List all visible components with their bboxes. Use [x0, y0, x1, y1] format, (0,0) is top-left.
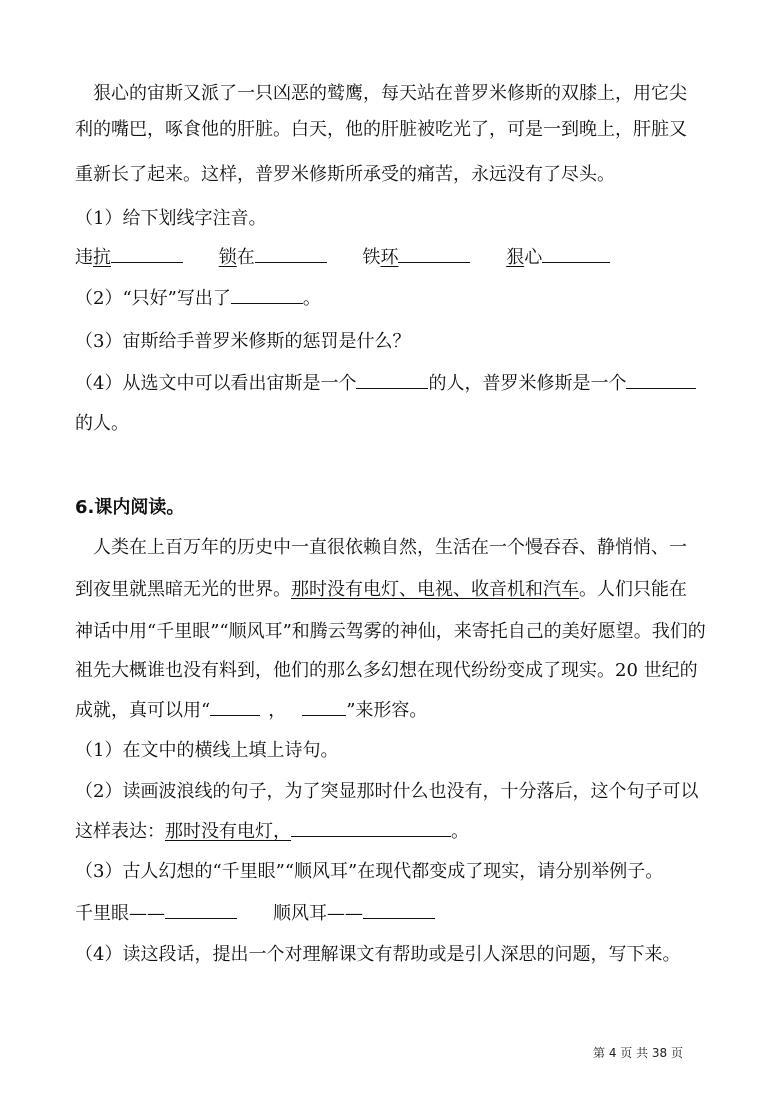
answer-blank[interactable] — [398, 246, 470, 263]
section-6-question-2: （2）读画波浪线的句子，为了突显那时什么也没有，十分落后，这个句子可以 — [75, 781, 699, 802]
poem-blank-1[interactable] — [210, 699, 260, 716]
answer-blank[interactable] — [111, 246, 183, 263]
section-6-question-1: （1）在文中的横线上填上诗句。 — [75, 740, 339, 761]
pinyin-item-4 — [506, 246, 610, 270]
question-2 — [75, 287, 715, 311]
answer-label-2: 顺风耳—— — [273, 903, 363, 924]
question-4-cont: 的人。 — [75, 413, 129, 434]
passage1-line-3: 重新长了起来。这样，普罗米修斯所承受的痛苦，永远没有了尽头。 — [75, 164, 615, 185]
passage1-line-1: 狠心的宙斯又派了一只凶恶的鹫鹰，每天站在普罗米修斯的双膝上，用它尖 — [93, 83, 687, 104]
section-6-question-3-answers — [75, 902, 715, 926]
underlined-text: 那时没有电灯， — [165, 821, 291, 842]
question-text: 这样表达： — [75, 821, 165, 842]
underlined-char: 狠 — [506, 247, 525, 268]
underlined-char: 抗 — [93, 247, 111, 268]
answer-label-1: 千里眼—— — [75, 903, 165, 924]
passage1-line-2: 利的嘴巴，啄食他的肝脏。白天，他的肝脏被吃光了，可是一到晚上，肝脏又 — [75, 119, 687, 140]
pinyin-char: 铁 — [362, 247, 381, 268]
page-footer: 第 4 页 共 38 页 — [593, 1046, 683, 1060]
wavy-underlined-sentence: 那时没有电灯、电视、收音机和汽车 — [291, 579, 579, 600]
passage2-line-4: 祖先大概谁也没有料到，他们的那么多幻想在现代纷纷变成了现实。20 世纪的 — [75, 660, 698, 681]
answer-blank[interactable] — [626, 372, 696, 389]
question-1-prompt: （1）给下划线字注音。 — [75, 208, 267, 229]
answer-blank[interactable] — [255, 246, 327, 263]
question-3: （3）宙斯给手普罗米修斯的惩罚是什么？ — [75, 331, 411, 352]
answer-blank[interactable] — [356, 372, 428, 389]
question-4-text: （4）从选文中可以看出宙斯是一个 — [75, 373, 357, 394]
passage2-text-end: 。人们只能在 — [579, 579, 687, 600]
passage2-line-3: 神话中用“千里眼”“顺风耳”和腾云驾雾的神仙，来寄托自己的美好愿望。我们的 — [75, 621, 706, 642]
question-2-text: （2）“只好”写出了 — [75, 288, 231, 309]
question-4-mid: 的人，普罗米修斯是一个 — [428, 373, 627, 394]
section-6-heading: 6.课内阅读。 — [75, 497, 185, 518]
passage2-text: 成就，真可以用“ — [75, 700, 211, 721]
passage2-text-end: ”来形容。 — [346, 700, 428, 721]
passage2-line-1: 人类在上百万年的历史中一直很依赖自然，生活在一个慢吞吞、静悄悄、一 — [93, 537, 687, 558]
pinyin-char: 心 — [524, 247, 543, 268]
passage2-line-2 — [75, 578, 715, 602]
passage2-line-5 — [75, 699, 715, 723]
answer-blank[interactable] — [291, 820, 451, 837]
pinyin-item-3 — [362, 246, 470, 270]
question-4 — [75, 372, 715, 396]
section-6-question-3: （3）古人幻想的“千里眼”“顺风耳”在现代都变成了现实，请分别举例子。 — [75, 861, 664, 882]
answer-blank[interactable] — [231, 287, 303, 304]
question-end: 。 — [451, 821, 469, 842]
section-6-question-4: （4）读这段话，提出一个对理解课文有帮助或是引人深思的问题，写下来。 — [75, 944, 681, 965]
pinyin-row — [75, 246, 715, 270]
comma: ， — [268, 700, 287, 721]
pinyin-char: 在 — [236, 247, 255, 268]
underlined-char: 锁 — [218, 247, 237, 268]
section-6-question-2-cont — [75, 820, 715, 844]
underlined-char: 环 — [380, 247, 399, 268]
passage2-text: 到夜里就黑暗无光的世界。 — [75, 579, 291, 600]
pinyin-item-1 — [75, 246, 183, 270]
question-2-end: 。 — [302, 288, 321, 309]
pinyin-char: 违 — [75, 247, 93, 268]
pinyin-item-2 — [219, 246, 327, 270]
poem-blank-2[interactable] — [302, 699, 346, 716]
answer-blank[interactable] — [165, 902, 237, 919]
answer-blank[interactable] — [542, 246, 610, 263]
answer-blank[interactable] — [363, 902, 435, 919]
